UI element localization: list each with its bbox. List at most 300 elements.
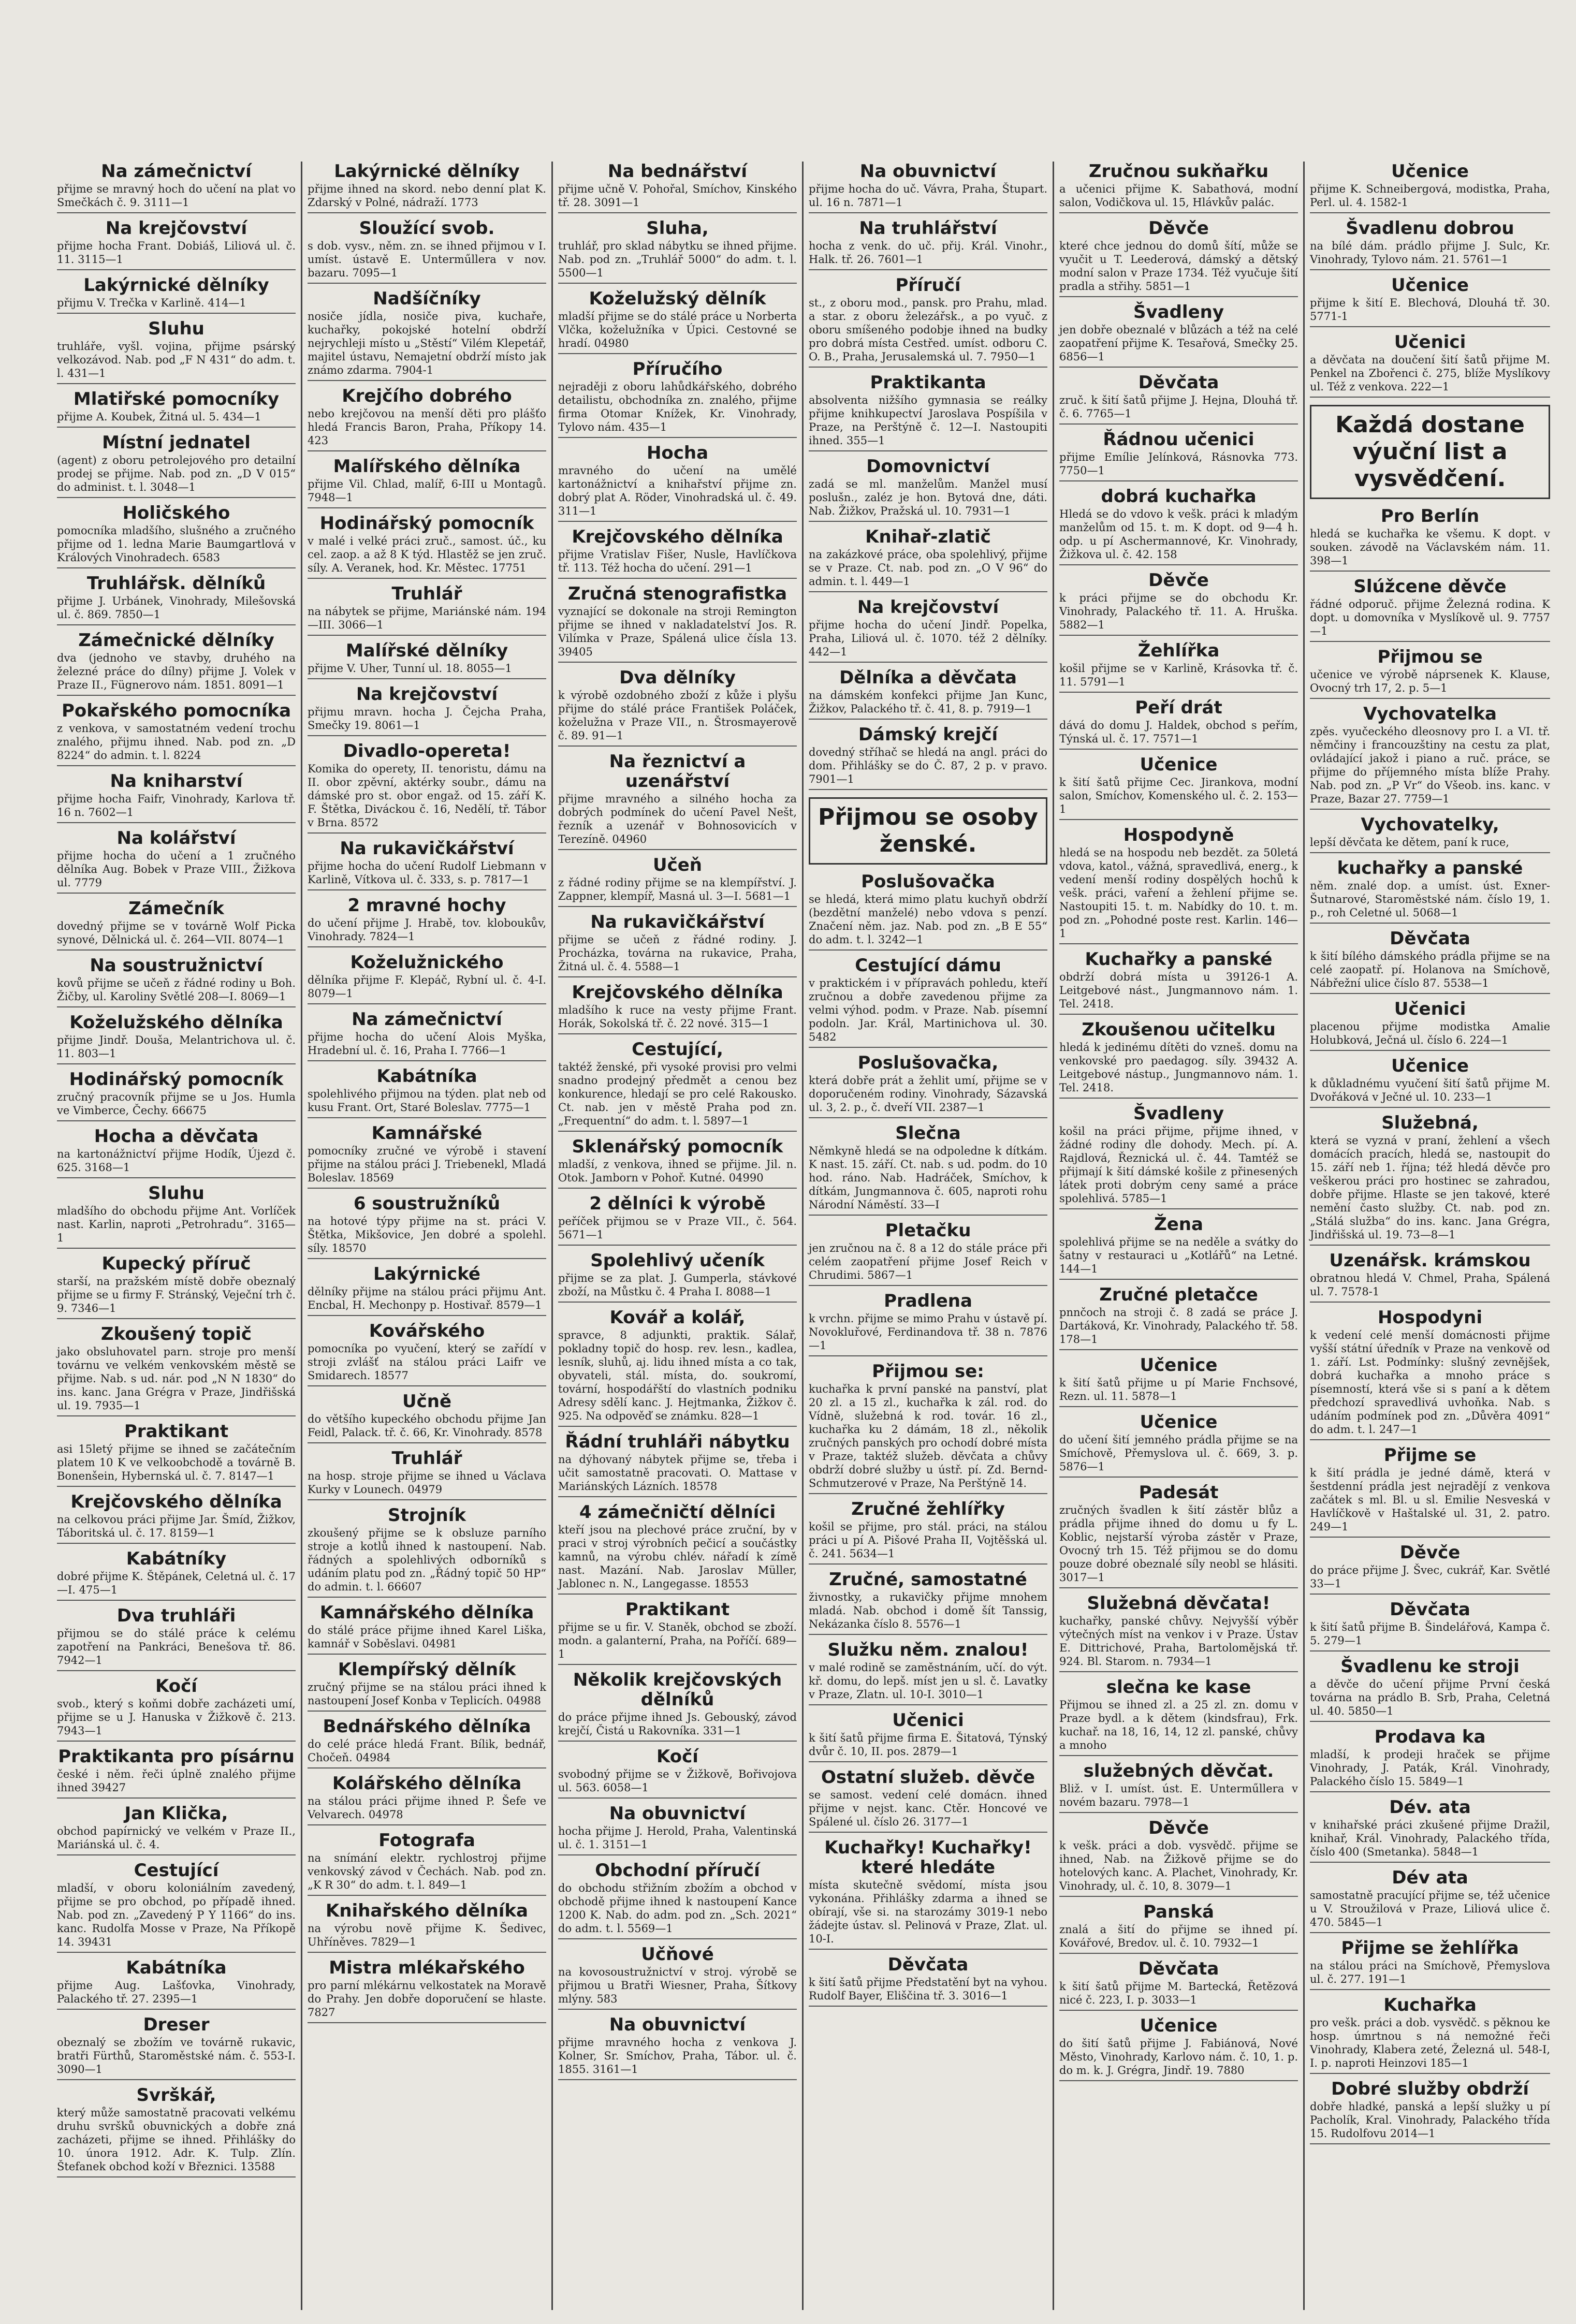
classified-ad [308,1603,546,1655]
ad-divider [1310,641,1550,642]
classified-ad [809,1711,1047,1762]
classified-ad [809,275,1047,368]
classified-ad [1310,999,1550,1051]
ad-title: Fotografa [378,1830,475,1851]
classified-ad [308,1660,546,1712]
ad-title: Žena [1154,1214,1203,1235]
classified-ad [558,443,797,522]
ad-title: Lakýrnické dělníky [334,162,520,182]
ad-body: přijme V. Uher, Tunní ul. 18. 8055—1 [308,662,512,675]
ad-divider [809,212,1047,213]
ad-body: přijme Jindř. Douša, Melantrichova ul. č. 11. 803—1 [57,1034,296,1060]
ad-divider [1310,698,1550,699]
ad-title: Kabátníka [126,1957,227,1978]
ad-divider [809,1047,1047,1048]
ad-title: Na truhlářství [859,218,997,239]
ad-title: Truhlářsk. dělníků [86,573,266,594]
column-3 [553,162,804,2310]
classified-ad [308,289,546,381]
ad-title: Zručné pletačce [1099,1284,1258,1305]
ad-divider [308,578,546,579]
classified-ad [558,1137,797,1189]
ad-divider [57,1486,296,1487]
classified-ad [57,1549,296,1601]
ad-divider [308,889,546,890]
ad-body: do práce přijme J. Švec, cukrář, Kar. Světlé 33—1 [1310,1564,1550,1590]
ad-body: z řádné rodiny přijme se na klempířství. J. Zappner, klempíř, Masná ul. 3—I. 5681—1 [558,876,797,902]
classified-ad [1059,698,1298,750]
ad-divider [57,1120,296,1121]
classified-ad [1310,1251,1550,1303]
classified-ad [308,741,546,834]
ad-body: do stálé práce přijme ihned Karel Liška, kamnář v Soběslavi. 04981 [308,1624,546,1650]
ad-divider [809,1634,1047,1635]
ad-title: Slečna [895,1123,961,1144]
section-heading [1310,405,1550,499]
classified-ad [809,1955,1047,2007]
classified-ad [1059,1355,1298,1407]
classified-ad [558,359,797,438]
classified-ad [57,218,296,270]
ad-title: Na krejčovství [105,218,247,239]
classified-ad [1059,1020,1298,1099]
classified-ad [558,218,797,284]
ad-title: Kamnářského dělníka [319,1602,534,1623]
ad-body: přijmu V. Trečka v Karlině. 414—1 [57,297,246,309]
ad-body: přijme se mravný hoch do učení na plat vo Smečkách č. 9. 3111—1 [57,183,296,209]
ad-divider [558,849,797,850]
ad-body: dělníka přijme F. Klepáč, Rybní ul. č. 4-I. 8079—1 [308,974,546,1000]
ad-body: k šití šatů přijme Předstatění byt na vyhou. Rudolf Bayer, Eliščina tř. 3. 3016—1 [809,1976,1047,2002]
classified-ad [558,1308,797,1427]
ad-divider [558,1245,797,1246]
ad-title: Dobré služby obdrží [1331,2079,1529,2099]
ad-body: přijme se za plat. J. Gumperla, stávkové zboží, na Můstku č. 4 Praha I. 8088—1 [558,1272,797,1298]
ad-title: Divadlo-opereta! [343,741,511,762]
ad-body: k vedení celé menší domácnosti přijme vyšší státní úředník v Praze na venkově od 1. září. Lst. Podmínky: slušný zevnějšek, dobrá kuchařka a mnoho práce s písemností, která vše si s paní a k dětem předchozí spravedlivá uvhoňka. Nab. s udáním podmínek pod zn. „Důvěra 4091“ do adm. t. l. 247—1 [1310,1329,1550,1436]
ad-body: starší, na pražském místě dobře obeznalý přijme se u firmy F. Stránský, Veječní trh č. 9. 7346—1 [57,1275,296,1314]
ad-divider [1310,1439,1550,1440]
classified-ad [308,1392,546,1443]
ad-title: Strojník [388,1505,466,1526]
ad-title: Nadšíčníky [373,288,481,309]
ad-body: svobodný přijme se v Žižkově, Bořivojova ul. 563. 6058—1 [558,1768,797,1794]
ad-divider [809,1355,1047,1356]
ad-divider [57,567,296,568]
ad-title: Učenice [1140,2015,1218,2036]
column-6 [1305,162,1555,2310]
classified-ad [558,983,797,1034]
classified-ad [809,956,1047,1048]
ad-divider [1310,852,1550,853]
classified-ad [558,752,797,850]
ad-body: přijme hocha do učení Rudolf Liebmann v Karlině, Vítkova ul. č. 333, s. p. 7817—1 [308,860,546,886]
section-heading [809,797,1047,865]
ad-divider [809,1493,1047,1494]
ad-body: přijme hocha do uč. Vávra, Praha, Štupart. ul. 16 n. 7871—1 [809,183,1047,209]
ad-divider [558,521,797,522]
ad-title: Zkoušenou učitelku [1082,1019,1276,1040]
classified-ad [308,584,546,636]
classified-ad [57,1676,296,1742]
ad-title: Dva truhláři [116,1605,236,1626]
ad-body: zpěs. vyučeckého dleosnovy pro I. a VI. tř. němčiny i francouzštiny na cestu za plat, ovládající jakož i piano a ruč. práce, se přijme do příjemného místa blíže Prahy. Nab. pod zn. „P Vr“ do Všeob. ins. kanc. v Praze, Bazar 27. 7759—1 [1310,725,1550,805]
ad-divider [809,1215,1047,1216]
ad-body: Němkyně hledá se na odpoledne k dítkám. K nast. 15. září. Ct. nab. s ud. podm. do 10 hod. ráno. Nab. Hadráček, Smíchov, k dítkám, Jungmannova č. 605, naproti rohu Národní Náměstí. 33—I [809,1145,1047,1211]
ad-title: Praktikant [625,1599,730,1620]
ad-divider [1059,819,1298,820]
ad-body: s dob. vysv., něm. zn. se ihned přijmou v I. umíst. ústavě E. Unterműllera v nov. bazaru. 7095—1 [308,240,546,279]
ad-body: něm. znalé dop. a umíst. úst. Exner-Šutnarové, Staroměstské nám. číslo 19, 1. p., roh Celetné ul. 5068—1 [1310,880,1550,919]
ad-divider [1059,423,1298,425]
ad-title: Na rukavičkářství [590,912,765,932]
ad-title: Služku něm. znalou! [827,1640,1029,1660]
ad-title: Učenice [1391,162,1469,182]
ad-body: dovedný stříhač se hledá na angl. práci do dom. Přihlášky se do Č. 87, 2 p. v pravo. 7901—1 [809,746,1047,785]
ad-body: hocha přijme J. Herold, Praha, Valentinská ul. č. 1. 3151—1 [558,1825,797,1851]
ad-body: učenice ve výrobě náprsenek K. Klause, Ovocný trh 17, 2. p. 5—1 [1310,668,1550,694]
ad-body: na kartonážnictví přijme Hodík, Újezd č. 625. 3168—1 [57,1148,296,1174]
ad-divider [1310,923,1550,924]
ad-title: Truhlář [391,1448,462,1469]
ad-body: zručných švadlen k šití zástěr blůz a prádla přijme ihned do domu u fy L. Koblic, nejstarší výroba zástěr v Praze, Ovocný trh 15. Též přijmou se do domu pouze dobré obeznalé síly neobl se hlásiti. 3017—1 [1059,1504,1298,1584]
classified-ad [1059,487,1298,565]
ad-divider [558,437,797,438]
ad-title: Kuchařka [1383,1995,1477,2015]
ad-divider [308,1711,546,1712]
ad-body: obratnou hledá V. Chmel, Praha, Spálená ul. 7. 7578-1 [1310,1272,1550,1298]
ad-divider [1310,1650,1550,1651]
classified-ad [1310,275,1550,327]
ad-title: Knihařského dělníka [326,1901,528,1921]
ad-body: košil přijme se v Karlině, Krásovka tř. č. 11. 5791—1 [1059,662,1298,688]
ad-divider [308,735,546,736]
ad-divider [558,283,797,284]
ad-divider [308,1597,546,1598]
classified-ad [809,725,1047,790]
ad-body: k šití prádla je jedné dámě, která v šestdenní prádla jest nejradějí z venkova začátek s ml. Bl. u sl. Emilie Nesveská v Havlíčkově v Haštalské ul. 31, 2. patro. 249—1 [1310,1467,1550,1533]
ad-divider [558,1938,797,1939]
classified-ad [1059,1959,1298,2011]
classified-ad [57,1324,296,1416]
classified-ad [308,1194,546,1259]
classified-ad [558,855,797,907]
ad-divider [308,1499,546,1500]
ad-title: Děvčata [887,1954,969,1975]
classified-ad [1310,218,1550,270]
ad-title: Padesát [1139,1482,1219,1503]
classified-ad [1310,577,1550,642]
ad-body: mladšího do obchodu přijme Ant. Vorlíček nast. Karlin, naproti „Petrohradu“. 3165—1 [57,1205,296,1244]
ad-body: hledá k jedinému dítěti do vzneš. domu na venkovské pro paedagog. síly. 39432 A. Leitgebové nástup., Jungmannovo nám. 1. Tel. 2418. [1059,1041,1298,1094]
ad-title: Spolehlivý učeník [590,1250,765,1271]
ad-body: přijme Vratislav Fišer, Nusle, Havlíčkova tř. 113. Též hocha do učení. 291—1 [558,548,797,574]
classified-ad [308,386,546,451]
ad-divider [809,269,1047,270]
ad-divider [1059,2010,1298,2011]
classified-ad [308,1717,546,1768]
ad-divider [308,1824,546,1825]
ad-divider [308,380,546,381]
ad-body: k vrchn. přijme se mimo Prahu v ústavě pí. Novokluřové, Ferdinandova tř. 38 n. 7876—1 [809,1312,1047,1352]
ad-title: Kabátníka [376,1066,477,1087]
ad-body: košil se přijme, pro stál. práci, na stálou práci u pí A. Pišové Praha II, Vojtěšská ul. č. 241. 5634—1 [809,1521,1047,1560]
ad-body: samostatně pracující přijme se, též učenice u V. Stroužilová v Praze, Liliová ulice č. 470. 5845—1 [1310,1889,1550,1928]
ad-body: pomocníka po vyučení, který se zařídí v stroji zvlášť na stálou práci Laifr ve Smidarech. 18577 [308,1342,546,1382]
ad-body: k šití šatů přijme u pí Marie Fnchsové, Rezn. ul. 11. 5878—1 [1059,1377,1298,1402]
ad-divider [57,2079,296,2080]
ad-body: přijme J. Urbánek, Vinohrady, Milešovská ul. č. 869. 7850—1 [57,595,296,621]
ad-title: Zámečnické dělníky [78,630,274,651]
ad-title: Pradlena [884,1291,972,1311]
classified-ad [57,1804,296,1855]
ad-body: a učenici přijme K. Sabathová, modní salon, Vodičkova ul. 15, Hlávkův palác. [1059,183,1298,209]
classified-ad [809,1640,1047,1705]
classified-ad [1059,825,1298,944]
classified-ad [558,912,797,977]
ad-divider [1059,1349,1298,1350]
classified-ad [1310,704,1550,810]
ad-title: Učenice [1140,1412,1218,1433]
ad-divider [1059,367,1298,368]
ad-divider [558,906,797,907]
ad-title: Koželužnického [350,952,504,973]
ad-title: Koželužského dělníka [69,1012,283,1033]
ad-title: Poslušovačka, [857,1053,999,1073]
ad-divider [1310,2073,1550,2074]
ad-body: Komika do operety, II. tenoristu, dámu na II. obor zpěvní, aktérky soubr., dámu na dámské pro st. obor engaž. od 15. září K. F. Štětka, Diváckou č. 16, Nedělí, tř. Tábor v Brna. 8572 [308,763,546,829]
ad-divider [809,1285,1047,1286]
ad-divider [57,949,296,951]
ad-title: dobrá kuchařka [1101,486,1257,507]
ad-title: Sloužící svob. [359,218,495,239]
ad-body: nebo krejčovou na menší děti pro plášťo hledá Francis Baron, Praha, Příkopy 14. 423 [308,407,546,447]
classified-ad [1059,641,1298,693]
ad-title: Bednářského dělníka [323,1716,531,1737]
ad-title: Krejčovského dělníka [572,527,783,547]
ad-title: Na rukavičkářství [340,838,514,859]
ad-body: hledá se kuchařka ke všemu. K dopt. v souken. závodě na Václavském nám. 11. 398—1 [1310,528,1550,567]
classified-ad [1310,815,1550,853]
ad-divider [558,2009,797,2010]
classified-ad [809,668,1047,720]
ad-divider [1059,1406,1298,1407]
ad-divider [57,624,296,625]
ad-divider [308,2022,546,2023]
classified-ad [1310,332,1550,398]
classified-ad [1059,1104,1298,1209]
ad-title: Hocha a děvčata [94,1126,259,1147]
ad-title: Děvčata [1390,1599,1470,1620]
classified-ad [308,1506,546,1598]
ad-title: Malířského dělníka [333,456,521,477]
ad-body: na nábytek se přijme, Mariánské nám. 194—III. 3066—1 [308,605,546,631]
ad-body: mladší, v oboru koloniálním zavedený, přijme se pro obchod, po případě ihned. Nab. pod zn. „Zavedený P Y 1166“ do ins. kanc. Rudolfa Mosse v Praze, Na Příkopě 14. 39431 [57,1882,296,1948]
ad-body: přijme A. Koubek, Žitná ul. 5. 434—1 [57,411,261,423]
ad-divider [308,946,546,947]
classified-ad [57,433,296,498]
classified-ad [558,1945,797,2010]
ad-body: zadá se ml. manželům. Manžel musí poslušn., zaléz je hon. Bytová dne, dáti. Nab. Žižkov, Pražská ul. 10. 7931—1 [809,478,1047,517]
ad-title: Kovář a kolář, [609,1307,746,1328]
ad-title: Děvče [1148,218,1209,239]
ad-columns [52,162,1556,2310]
classified-ad [308,684,546,736]
ad-title: Děvčata [1390,928,1470,949]
classified-ad [1310,1868,1550,1933]
classified-ad [1059,218,1298,297]
classified-ad [308,457,546,508]
ad-title: Učeň [652,855,703,875]
classified-ad [57,2085,296,2177]
ad-title: Dév ata [1392,1867,1468,1888]
classified-ad [558,584,797,663]
ad-divider [308,1188,546,1189]
ad-divider [809,949,1047,951]
ad-body: přijme hocha do učení Jindř. Popelka, Praha, Liliová ul. č. 1070. též 2 dělníky. 442—1 [809,619,1047,658]
ad-divider [1310,1721,1550,1722]
ad-body: přijme Emílie Jelínková, Rásnovka 773. 7750—1 [1059,451,1298,477]
classified-ad [308,1264,546,1316]
ad-divider [558,212,797,213]
ad-body: místa skutečně svědomí, místa jsou vykonána. Přihlášky zdarma a ihned se obírají, vše si. na starozámy 3019-1 nebo žádejte ústav. sl. Pelinová v Praze, Zlat. ul. 10-I. [809,1879,1047,1945]
ad-title: Zkoušený topič [100,1324,252,1344]
ad-body: v malé i velké práci zruč., samost. úč., ku cel. zaop. a až 8 K týd. Hlastěž se jen zruč. síly. A. Veranek, hod. Kr. Městec. 17751 [308,535,546,574]
classified-ad [1310,2079,1550,2144]
ad-body: do šití šatů přijme J. Fabiánová, Nové Město, Vinohrady, Karlovo nám. č. 10, 1. p. do m. k. J. Grégra, Jindř. 19. 7880 [1059,2037,1298,2077]
ad-body: v knihařské práci zkušené přijme Dražil, knihař, Král. Vinohrady, Palackého třída, číslo 400 (Smetanka). 5848—1 [1310,1819,1550,1858]
ad-body: k šití šatů přijme B. Šindelářová, Kampa č. 5. 279—1 [1310,1621,1550,1647]
ad-divider [558,2079,797,2080]
ad-body: absolventa nižšího gymnasia se reálky přijme knihkupectví Jaroslava Pospíšila v Praze, na Perštýně č. 12—I. Nastoupiti ihned. 355—1 [809,394,1047,447]
ad-body: kuchařky, panské chůvy. Nejvyšší výběr výtečných míst na venkov i v Praze. Ústav E. Dittrichové, Praha, Bartolomějská tř. 924. Bl. Starom. n. 7934—1 [1059,1615,1298,1668]
ad-title: Přijme se žehlířka [1341,1938,1519,1958]
ad-title: Na krejčovství [356,684,498,705]
ad-divider [57,1600,296,1601]
ad-body: nosiče jídla, nosiče piva, kuchaře, kuchařky, pokojské hotelní obdrží nejrychleji místo u „Stěstí“ Vilém Klepetář, majitel ústavu, Nemajetní obdrží místo jak známo zdarma. 7904-1 [308,310,546,376]
classified-ad [308,953,546,1004]
classified-ad [1059,571,1298,636]
ad-divider [1059,1014,1298,1015]
ad-title: Hocha [646,443,709,463]
classified-ad [1310,1113,1550,1246]
ad-body: přijme se učeň z řádné rodiny. J. Procházka, továrna na rukavice, Praha, Žitná ul. č. 4. 5588—1 [558,933,797,973]
ad-divider [1059,1671,1298,1672]
ad-body: spolehlivá přijme se na neděle a svátky do šatny v restauraci u „Kotlářů“ na Letné. 144—1 [1059,1236,1298,1275]
ad-body: kuchařka k první panské na panství, plat 20 zl. a 15 zl., kuchařka k zál. rod. do Vídně, služebná k rod. továr. 16 zl., kuchařka ku 2 dámám, 18 zl., několik zručných panských pro ochodí dobré místa v Praze, taktéž služeb. děvčata a chůvy obdrží dobré služby u ústř. pí. Zd. Bernd-Schmutzerové v Praze, Na Perštýně 14. [809,1383,1047,1489]
ad-title: Kabátníky [126,1548,227,1569]
ad-title: Příručí [895,275,961,296]
ad-title: Děvče [1148,570,1209,591]
ad-body: přijme ihned na skord. nebo denní plat K. Zdarský v Polné, nádraží. 1773 [308,183,546,209]
ad-title: Koželužský dělník [589,288,766,309]
ad-title: Dév. ata [1389,1797,1471,1818]
column-2 [302,162,553,2310]
classified-ad [809,457,1047,522]
ad-title: Na soustružnictví [90,955,263,976]
ad-divider [558,1594,797,1595]
ad-body: k šití šatů přijme firma E. Šitatová, Týnský dvůr č. 10, II. pos. 2879—1 [809,1732,1047,1758]
classified-ad [1310,162,1550,213]
ad-title: Truhlář [391,583,462,604]
classified-ad [1310,1657,1550,1722]
classified-ad [57,899,296,951]
ad-divider [1059,692,1298,693]
classified-ad [308,1321,546,1386]
ad-body: na snímání elektr. rychlostroj přijme venkovský závod v Čechách. Nab. pod zn. „K R 30“ do adm. t. l. 849—1 [308,1852,546,1891]
classified-ad [57,1422,296,1487]
ad-divider [558,1188,797,1189]
ad-divider [308,283,546,284]
classified-ad [57,1606,296,1671]
ad-body: který může samostatně pracovati velkému druhu svršků obuvnických a dobře zná zacházeti, přijme se ihned. Přihlášky do 10. února 1912. Adr. K. Tulp. Zlín. Štefanek obchod koží v Březnici. 13588 [57,2107,296,2173]
ad-body: znalá a šití do přijme se ihned pí. Kovářové, Bredov. ul. č. 10. 7932—1 [1059,1923,1298,1949]
ad-divider [809,1832,1047,1833]
classified-ad [809,1767,1047,1833]
ad-title: Kuchařky! Kuchařky! které hledáte [824,1837,1032,1878]
classified-ad [57,1013,296,1064]
ad-divider [1059,1098,1298,1099]
ad-body: pro vešk. práci a dob. vysvědč. s pěknou ke hosp. úmrtnou s ná nemožné řeči Vinohrady, Klabera zeté, Železná ul. 548-I, I. p. naproti Heinzovi 185—1 [1310,2016,1550,2069]
ad-body: do obchodu střižním zbožím a obchod v obchodě přijme ihned k nastoupení Kance 1200 K. Nab. do adm. pod zn. „Sch. 2021“ do adm. t. l. 5569—1 [558,1882,797,1935]
ad-divider [57,822,296,823]
classified-ad [558,1432,797,1497]
classified-ad [308,1123,546,1189]
ad-title: Kočí [656,1746,698,1767]
ad-divider [558,1664,797,1665]
ad-title: Učenici [1394,332,1466,353]
ad-title: Ostatní služeb. děvče [821,1767,1035,1788]
ad-divider [308,1952,546,1953]
ad-title: Mistra mlékařského [329,1957,525,1978]
ad-body: přijme hocha do učení Alois Myška, Hradební ul. č. 16, Praha I. 7766—1 [308,1031,546,1057]
ad-body: mladší, k prodeji hraček se přijme Vinohrady, J. Paták, Král. Vinohrady, Palackého číslo 15. 5849—1 [1310,1748,1550,1788]
ad-body: zkoušený přijme se k obsluze parního stroje a kotlů ihned k nastoupení. Nab. řádných a spolehlivých odborníků s udáním platu pod zn. „Řádný topič 50 HP“ do admin. t. l. 66607 [308,1527,546,1593]
classified-ad [809,218,1047,270]
ad-title: Cestující dámu [855,955,1001,976]
classified-ad [57,828,296,894]
ad-divider [809,1761,1047,1762]
ad-title: Malířské dělníky [345,640,508,661]
ad-divider [809,789,1047,790]
ad-divider [1310,1594,1550,1595]
classified-ad [308,1774,546,1825]
ad-divider [1310,2143,1550,2144]
section-heading-text: Každá dostane výuční list a vysvědčení. [1335,412,1525,492]
classified-ad [308,896,546,947]
ad-divider [308,1003,546,1004]
classified-ad [57,2015,296,2080]
classified-ad [57,319,296,384]
ad-divider [1059,480,1298,481]
ad-title: Kamnářské [371,1123,483,1144]
ad-title: Dva dělníky [619,667,736,688]
classified-ad [809,373,1047,451]
ad-title: Pokařského pomocníka [61,700,291,721]
ad-divider [1059,2080,1298,2081]
ad-divider [308,212,546,213]
classified-ad [1059,373,1298,425]
classified-ad [558,1194,797,1246]
ad-divider [1059,1279,1298,1280]
ad-body: k důkladnému vyučení šití šatů přijme M. Dvořáková v Ječné ul. 10. 233—1 [1310,1077,1550,1103]
ad-title: Kolářského dělníka [332,1773,522,1794]
classified-ad [558,1600,797,1665]
ad-divider [809,450,1047,451]
classified-ad [308,1831,546,1896]
classified-ad [1310,1727,1550,1792]
ad-body: přijme hocha Frant. Dobiáš, Liliová ul. č. 11. 3115—1 [57,240,296,266]
